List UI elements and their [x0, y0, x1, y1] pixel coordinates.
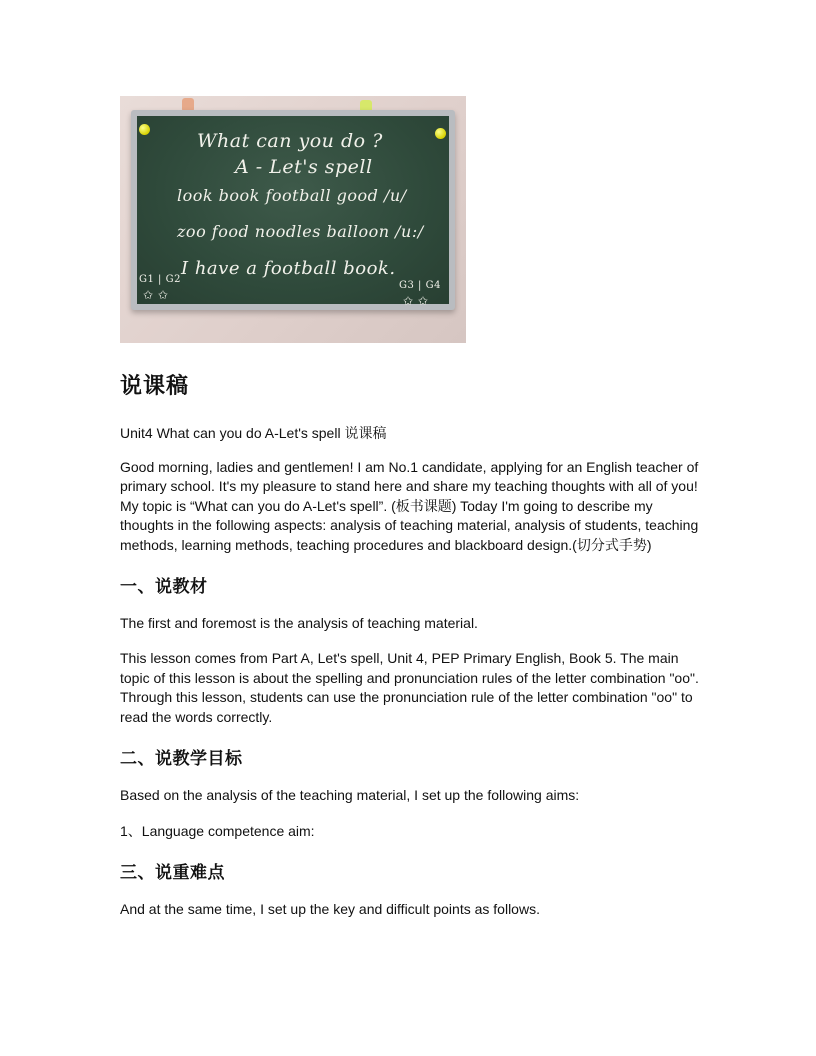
document-title: 说课稿 — [120, 374, 190, 399]
section-1-paragraph-1: The first and foremost is the analysis of teaching material. — [120, 614, 478, 631]
intro-paragraph: Good morning, ladies and gentlemen! I am No.1 candidate, applying for an English teacher of primary school. It's my pleasure to stand here and share my teaching thoughts with all of you! My topic is “What can you do A-Let's spell”. (板书课题) Today I'm going to describe my thoughts in the following aspects: analysis of teaching material, analysis of students, teaching methods, learning methods, teaching procedures and blackboard design.(切分式手势) — [120, 458, 699, 553]
section-2-paragraph-1: Based on the analysis of the teaching material, I set up the following aims: — [120, 786, 580, 803]
group-score-right: G3 | G4 — [399, 280, 441, 291]
board-line-5: I have a football book. — [181, 258, 396, 279]
section-2-paragraph-2: 1、Language competence aim: — [120, 823, 315, 840]
document-page — [120, 96, 700, 919]
board-line-2: A - Let's spell — [235, 156, 373, 178]
blackboard — [137, 116, 449, 308]
section-heading-1: 一、说教材 — [120, 576, 208, 597]
star-right-icon: ✩ ✩ — [403, 294, 429, 308]
group-score-left: G1 | G2 — [139, 274, 181, 285]
magnet-left-icon — [139, 124, 150, 135]
blackboard-frame — [131, 110, 455, 310]
magnet-right-icon — [435, 128, 446, 139]
board-line-1: What can you do ? — [197, 130, 383, 152]
board-line-4: zoo food noodles balloon /u:/ — [177, 222, 424, 241]
section-3-paragraph-1: And at the same time, I set up the key and difficult points as follows. — [120, 900, 540, 917]
section-1-paragraph-2: This lesson comes from Part A, Let's spell, Unit 4, PEP Primary English, Book 5. The main topic of this lesson is about the spelling and pronunciation rules of the letter combination "oo". Through this lesson, students can use the pronunciation rule of the letter combination "oo" to read the words correctly. — [120, 650, 699, 725]
document-subtitle: Unit4 What can you do A-Let's spell 说课稿 — [120, 425, 387, 441]
section-heading-2: 二、说教学目标 — [120, 748, 243, 769]
blackboard-photo — [120, 96, 466, 343]
section-heading-3: 三、说重难点 — [120, 862, 225, 883]
board-line-3: look book football good /u/ — [177, 186, 407, 205]
star-left-icon: ✩ ✩ — [143, 288, 169, 302]
